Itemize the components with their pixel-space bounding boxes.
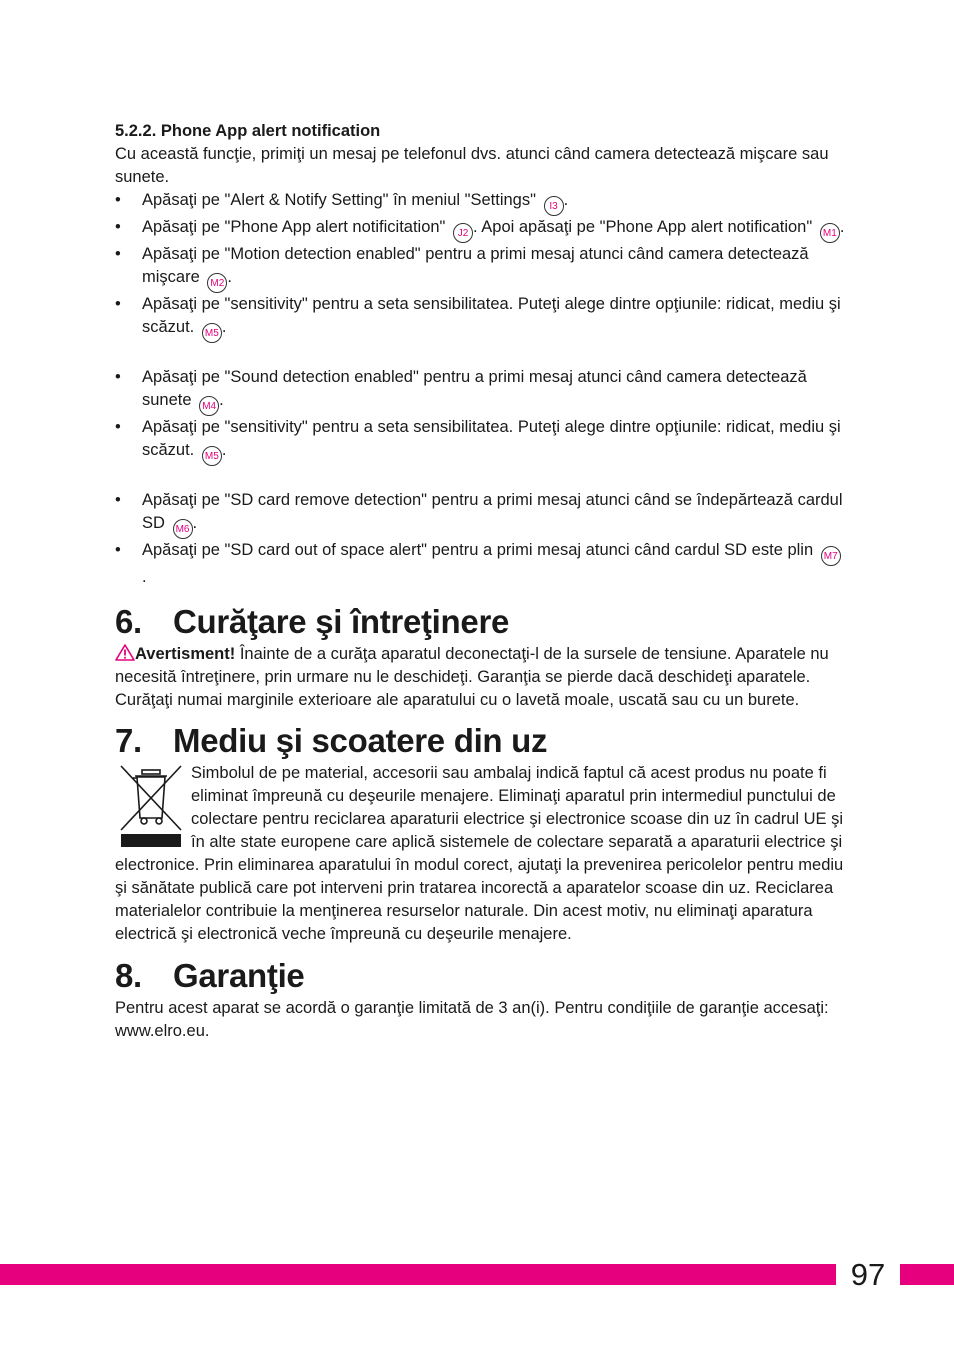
screen-ref-badge: J2	[453, 223, 473, 243]
list-item: • Apăsaţi pe "SD card out of space alert" pentru a primi mesaj atunci când cardul SD este plin M7.	[115, 539, 845, 589]
bullet-list-sound	[115, 366, 845, 466]
screen-ref-badge: M2	[207, 273, 227, 293]
crossed-out-wheelie-bin-icon	[117, 764, 185, 850]
warranty-paragraph: Pentru acest aparat se acordă o garanţie limitată de 3 an(i). Pentru condiţiile de garanţie accesaţi: www.elro.eu.	[115, 999, 829, 1040]
section-heading-warranty: 8. Garanţie	[115, 957, 305, 994]
subsection-heading: 5.2.2. Phone App alert notification	[115, 122, 381, 140]
warning-triangle-icon	[115, 644, 135, 661]
page-number: 97	[836, 1256, 900, 1294]
page-content	[115, 120, 845, 1043]
list-item: • Apăsaţi pe "Motion detection enabled" pentru a primi mesaj atunci când camera detectează mişcare M2 .	[115, 243, 845, 293]
warning-label: Avertisment!	[135, 645, 236, 663]
disposal-paragraph: Simbolul de pe material, accesorii sau ambalaj indică faptul că acest produs nu poate fi eliminat împreună cu deşeurile menajere. Eliminaţi aparatul prin intermediul punctului de colectare pentru reciclarea aparaturii electrice şi electronice scoase din uz în cadrul UE şi în alte state europene care aplică sistemele de colectare separată a aparaturii electrice şi electronice. Prin eliminarea aparatului în modul corect, ajutaţi la prevenirea pericolelor pentru mediu şi sănătate publică care pot interveni prin tratarea incorectă a aparatelor scoase din uz. Reciclarea materialelor contribuie la menţinerea resurselor naturale. Din acest motiv, nu eliminaţi aparatura electrică şi electronică veche împreună cu deşeurile menajere.	[115, 764, 844, 943]
section-heading-disposal: 7. Mediu şi scoatere din uz	[115, 722, 548, 759]
subsection-intro: Cu această funcţie, primiţi un mesaj pe telefonul dvs. atunci când camera detectează mişcare sau sunete.	[115, 145, 829, 186]
list-item: • Apăsaţi pe "sensitivity" pentru a seta sensibilitatea. Puteţi alege dintre opţiunile: ridicat, mediu şi scăzut. M5 .	[115, 293, 845, 343]
screen-ref-badge: M1	[820, 223, 840, 243]
warning-paragraph	[115, 643, 845, 712]
list-item: • Apăsaţi pe "SD card remove detection" pentru a primi mesaj atunci când se îndepărtează cardul SD M6 .	[115, 489, 845, 539]
screen-ref-badge: M6	[173, 519, 193, 539]
bullet-list-sdcard	[115, 489, 845, 589]
screen-ref-badge: M5	[202, 323, 222, 343]
list-item: • Apăsaţi pe "Sound detection enabled" pentru a primi mesaj atunci când camera detectează sunete M4 .	[115, 366, 845, 416]
screen-ref-badge: M7	[821, 546, 841, 566]
section-heading-cleaning: 6. Curăţare şi întreţinere	[115, 603, 510, 640]
screen-ref-badge: I3	[544, 196, 564, 216]
screen-ref-badge: M5	[202, 446, 222, 466]
list-item: • Apăsaţi pe "Alert & Notify Setting" în meniul "Settings" I3 .	[115, 189, 845, 216]
screen-ref-badge: M4	[199, 396, 219, 416]
footer-accent-bar	[0, 1264, 954, 1285]
list-item: • Apăsaţi pe "sensitivity" pentru a seta sensibilitatea. Puteţi alege dintre opţiunile: ridicat, mediu şi scăzut. M5 .	[115, 416, 845, 466]
bullet-list-motion	[115, 189, 845, 343]
warning-text: Înainte de a curăţa aparatul deconectaţi-l de la sursele de tensiune. Aparatele nu necesită întreţinere, prin urmare nu le deschideţi. Garanţia se pierde dacă deschideţi aparatele. Curăţaţi numai marginile exterioare ale aparatului cu o lavetă moale, uscată sau cu un burete.	[115, 645, 829, 709]
list-item: • Apăsaţi pe "Phone App alert notificitation" J2 . Apoi apăsaţi pe "Phone App alert notification" M1 .	[115, 216, 845, 243]
